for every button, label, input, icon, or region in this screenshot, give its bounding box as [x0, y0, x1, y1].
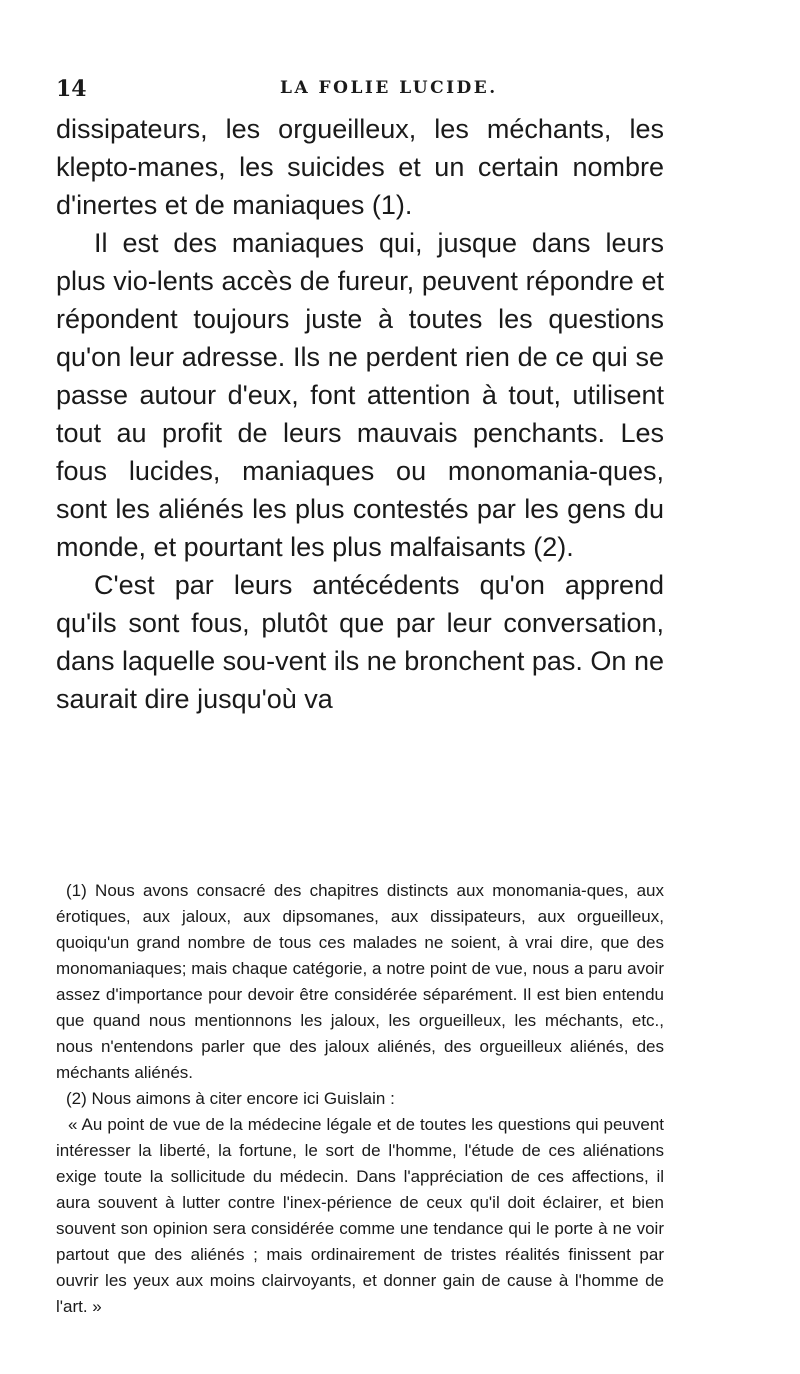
body-text [56, 110, 664, 718]
footnote-2-intro: (2) Nous aimons à citer encore ici Guislain : [66, 1089, 395, 1108]
footnote-2-quote: « Au point de vue de la médecine légale et de toutes les questions qui peuvent intéresser la liberté, la fortune, le sort de l'homme, l'étude de ces aliénations exige toute la sollicitude du médecin. Dans l'appréciation de ces affections, il aura souvent à lutter contre l'inex-périence de ceux qu'il doit éclairer, et bien souvent son opinion sera considérée comme une tendance qui le porte à ne voir partout que des aliénés ; mais ordinairement de tristes réalités finissent par ouvrir les yeux aux moins clairvoyants, et donner gain de cause à l'homme de l'art. » [56, 1115, 664, 1316]
footnote-1: (1) Nous avons consacré des chapitres distincts aux monomania-ques, aux érotiques, aux jaloux, aux dipsomanes, aux dissipateurs, aux orgueilleux, quoiqu'un grand nombre de tous ces malades ne soient, à vrai dire, que des monomaniaques; mais chaque catégorie, a notre point de vue, nous a paru avoir assez d'importance pour devoir être considérée séparément. Il est bien entendu que quand nous mentionnons les jaloux, les orgueilleux, les méchants, etc., nous n'entendons parler que des jaloux aliénés, des orgueilleux aliénés, des méchants aliénés. [56, 881, 664, 1082]
page-header [56, 76, 676, 106]
body-paragraph: dissipateurs, les orgueilleux, les méchants, les klepto-manes, les suicides et un certain nombre d'inertes et de maniaques (1). [56, 114, 664, 220]
footnotes [56, 878, 664, 1320]
page-number: 14 [56, 76, 87, 102]
body-paragraph: C'est par leurs antécédents qu'on apprend qu'ils sont fous, plutôt que par leur conversation, dans laquelle sou-vent ils ne bronchent pas. On ne saurait dire jusqu'où va [56, 570, 664, 714]
running-head: LA FOLIE LUCIDE. [280, 78, 498, 98]
body-paragraph: Il est des maniaques qui, jusque dans leurs plus vio-lents accès de fureur, peuvent répondre et répondent toujours juste à toutes les questions qu'on leur adresse. Ils ne perdent rien de ce qui se passe autour d'eux, font attention à tout, utilisent tout au profit de leurs mauvais penchants. Les fous lucides, maniaques ou monomania-ques, sont les aliénés les plus contestés par les gens du monde, et pourtant les plus malfaisants (2). [56, 228, 664, 562]
